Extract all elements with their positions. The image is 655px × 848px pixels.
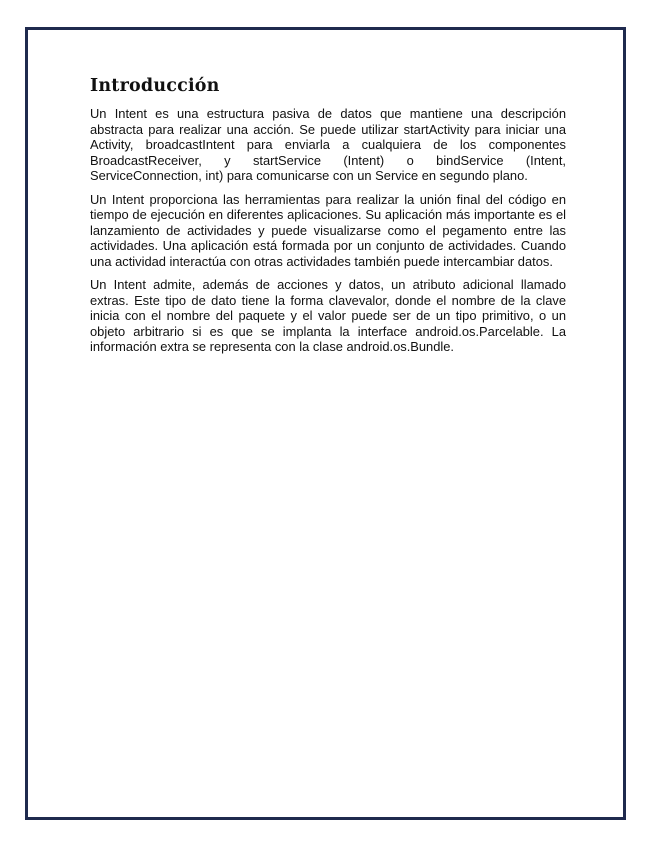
paragraph-3: Un Intent admite, además de acciones y datos, un atributo adicional llamado extras. Este tipo de dato tiene la forma clavevalor, donde el nombre de la clave inicia con el nombre del paquete y el valor puede ser de un tipo primitivo, o un objeto arbitrario si es que se implanta la interface android.os.Parcelable. La información extra se representa con la clase android.os.Bundle. [90, 277, 566, 354]
paragraph-1: Un Intent es una estructura pasiva de datos que mantiene una descripción abstracta para realizar una acción. Se puede utilizar startActivity para iniciar una Activity, broadcastIntent para enviarla a cualquiera de los componentes BroadcastReceiver, y startService (Intent) o bindService (Intent, ServiceConnection, int) para comunicarse con un Service en segundo plano. [90, 106, 566, 183]
section-heading: Introducción [90, 76, 220, 96]
document-body [90, 76, 566, 363]
paragraph-2: Un Intent proporciona las herramientas para realizar la unión final del código en tiempo de ejecución en diferentes aplicaciones. Su aplicación más importante es el lanzamiento de actividades y puede visualizarse como el pegamento entre las actividades. Una aplicación está formada por un conjunto de actividades. Cuando una actividad interactúa con otras actividades también puede intercambiar datos. [90, 191, 566, 269]
